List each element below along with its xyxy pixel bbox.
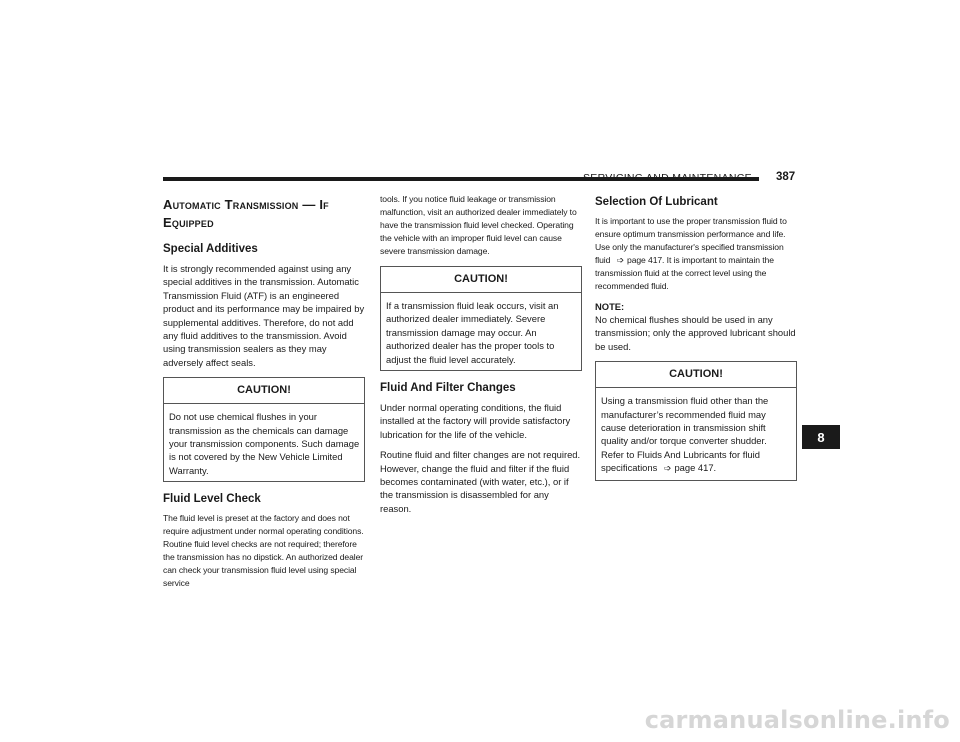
fluid-filter-body-2: Routine fluid and filter changes are not required. However, change the fluid and filter if the fluid becomes contaminated (with water, etc.), or if the transmission is disassembled for any reason. (380, 449, 581, 514)
lubricant-title: Selection Of Lubricant (595, 196, 718, 208)
caution-heading: CAUTION! (164, 378, 364, 404)
special-additives-title: Special Additives (163, 243, 258, 255)
fluid-filter-body-1: Under normal operating conditions, the fluid installed at the factory will provide satisfactory lubrication for the life of the vehicle. (380, 402, 571, 440)
page-reference-link[interactable]: page 417. (674, 462, 717, 474)
column-1 (163, 193, 365, 597)
caution-box (595, 361, 797, 480)
section-title-line1: Automatic Transmission — If (163, 197, 329, 212)
continuation-text: tools. If you notice fluid leakage or transmission malfunction, visit an authorized dealer immediately to have the transmission fluid level checked. Operating the vehicle with an improper fluid level can cause severe transmission damage. (380, 194, 577, 256)
column-3 (595, 193, 797, 491)
page-reference-arrow-icon: ➩ (616, 255, 625, 265)
note-body: No chemical flushes should be used in any transmission; only the approved lubricant should be used. (595, 314, 796, 352)
note-label: NOTE: (595, 301, 625, 312)
section-header: SERVICING AND MAINTENANCE (583, 172, 752, 184)
caution-body: If a transmission fluid leak occurs, visit an authorized dealer immediately. Severe transmission damage may occur. An authorized dealer has the proper tools to adjust the fluid level accurately. (386, 300, 559, 365)
caution-box (380, 266, 582, 371)
caution-heading: CAUTION! (596, 362, 796, 388)
section-title (163, 196, 365, 232)
caution-box (163, 377, 365, 482)
section-title-line2: Equipped (163, 215, 214, 230)
fluid-filter-title: Fluid And Filter Changes (380, 382, 516, 395)
lubricant-body (595, 215, 797, 293)
lubricant-body-text: It is important to use the proper transmission fluid to ensure optimum transmission performance and life. Use only the manufacturer's specified transmission fluid (595, 216, 787, 265)
page-reference-link[interactable]: page 417. (627, 255, 665, 265)
fluid-level-body: The fluid level is preset at the factory and does not require adjustment under normal operating conditions. Routine fluid level checks are not required; therefore the transmission has no dipstick. An authorized dealer can check your transmission fluid level using special service (163, 513, 364, 589)
watermark: carmanualsonline.info (644, 706, 950, 734)
caution-heading: CAUTION! (381, 267, 581, 293)
chapter-tab: 8 (802, 425, 840, 449)
lubricant-body-text-2: It is important to maintain the transmission fluid at the correct level using the recommended fluid. (595, 255, 774, 291)
caution-body-text: Using a transmission fluid other than the manufacturer’s recommended fluid may cause deterioration in transmission shift quality and/or torque converter shudder. Refer to Fluids And Lubricants for fluid specifications (601, 395, 769, 474)
caution-body: Do not use chemical flushes in your transmission as the chemicals can damage your transmission components. Such damage is not covered by the New Vehicle Limited Warranty. (169, 411, 360, 476)
special-additives-body: It is strongly recommended against using any special additives in the transmission. Automatic Transmission Fluid (ATF) is an engineered product and its performance may be impaired by supplemental additives. Therefore, do not add any fluid additives to the transmission. Avoid using transmission sealers as they may adversely affect seals. (163, 263, 365, 368)
page-number: 387 (776, 171, 796, 183)
fluid-level-title: Fluid Level Check (163, 493, 261, 506)
caution-body (601, 394, 792, 475)
column-2 (380, 193, 582, 522)
page-reference-arrow-icon: ➩ (663, 463, 672, 474)
